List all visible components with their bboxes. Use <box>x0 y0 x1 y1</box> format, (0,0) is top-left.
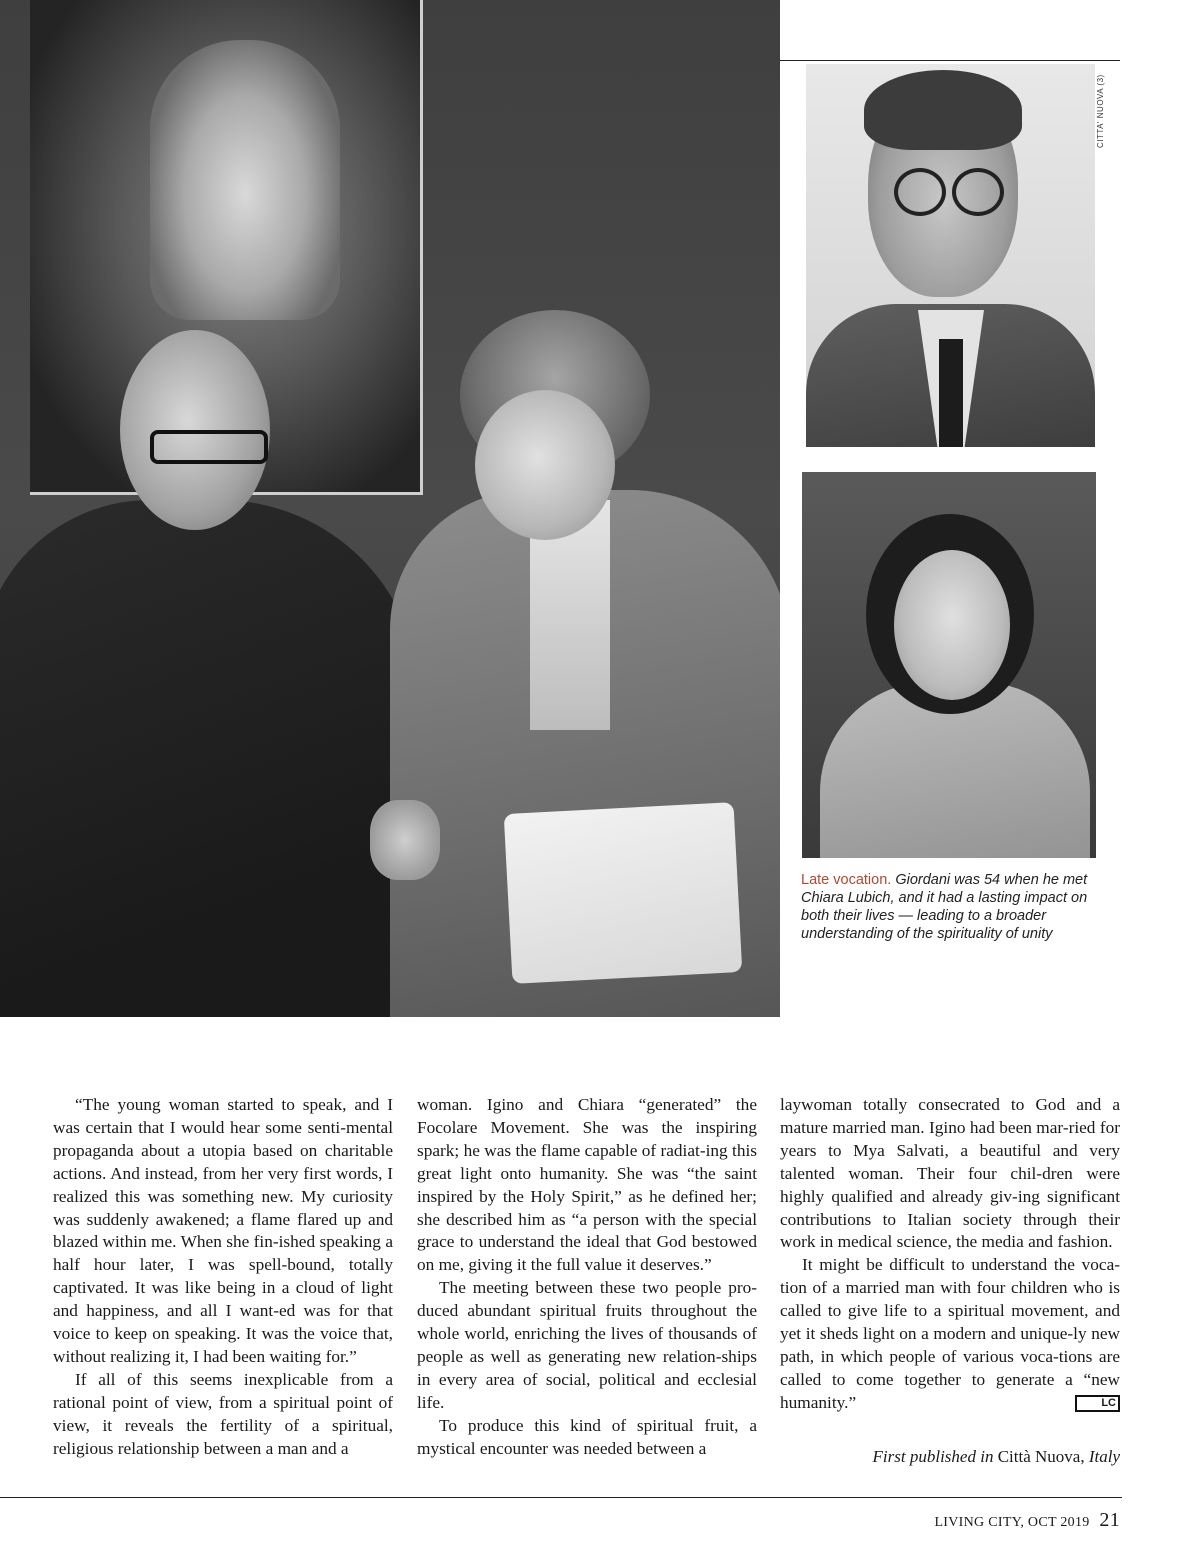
main-photo <box>0 0 780 1017</box>
article-column-2 <box>417 1094 757 1461</box>
igino-giordani-figure <box>0 330 430 1017</box>
paragraph: woman. Igino and Chiara “generated” the Focolare Movement. She was the inspiring spark; he was the flame capable of radiat-ing this great light onto humanity. She was “the saint inspired by the Holy Spirit,” as he defined her; she described him as “a person with the special grace to understand the ideal that God bestowed on me, giving it the full value it deserves.” <box>417 1095 757 1275</box>
paragraph <box>780 1254 1120 1414</box>
article-column-3 <box>780 1094 1120 1415</box>
footer-rule <box>0 1497 1122 1498</box>
photo-credit: CITTA' NUOVA (3) <box>1096 74 1105 148</box>
paragraph: The meeting between these two people pro-duced abundant spiritual fruits throughout the whole world, enriching the lives of thousands of people as well as generating new relation-ships in every area of social, political and ecclesial life. <box>417 1278 757 1412</box>
published-prefix: First published in <box>872 1447 994 1466</box>
page-footer <box>934 1509 1120 1532</box>
paragraph: To produce this kind of spiritual fruit, a mystical encounter was needed between a <box>417 1415 757 1458</box>
article-column-1 <box>53 1094 393 1461</box>
published-source: Città Nuova, <box>997 1447 1085 1466</box>
caption-text: Giordani was 54 when he met Chiara Lubich, and it had a lasting impact on both their lives — leading to a broader understanding of the spirituality of unity <box>801 872 1088 942</box>
handshake <box>370 800 440 880</box>
page-number: 21 <box>1099 1509 1120 1531</box>
folder <box>504 802 743 984</box>
portrait-giordani <box>806 64 1095 447</box>
end-mark-logo: LC <box>1075 1395 1120 1412</box>
published-suffix: Italy <box>1088 1447 1120 1466</box>
paragraph-text: It might be difficult to understand the voca-tion of a married man with four children who is called to give life to a spiritual movement, and yet it sheds light on a modern and unique-ly new path, in which people of various voca-tions are called to come together to generate a “new humanity.” <box>780 1255 1120 1412</box>
caption-lead: Late vocation. <box>801 872 892 888</box>
paragraph: If all of this seems inexplicable from a rational point of view, from a spiritual point of view, it reveals the fertility of a spiritual, religious relationship between a man and a <box>53 1369 393 1458</box>
paragraph: laywoman totally consecrated to God and a mature married man. Igino had been mar-ried for years to Mya Salvati, a beautiful and very talented woman. Their four chil-dren were highly qualified and already giv-ing significant contributions to Italian society through their work in medical science, the media and fashion. <box>780 1095 1120 1252</box>
top-rule <box>780 60 1120 61</box>
magazine-issue: LIVING CITY, OCT 2019 <box>934 1515 1090 1530</box>
paragraph: “The young woman started to speak, and I was certain that I would hear some senti-mental propaganda about a utopia based on charitable actions. And instead, from her very first words, I realized this was something new. My curiosity was suddenly awakened; a flame flared up and blazed within me. When she fin-ished speaking a half hour later, I was spell-bound, totally captivated. It was like being in a cloud of light and happiness, and all I want-ed was for that voice to keep on speaking. It was the voice that, without realizing it, I had been waiting for.” <box>53 1095 393 1366</box>
publication-note <box>780 1447 1120 1467</box>
portrait-lubich <box>802 472 1096 858</box>
photo-caption <box>801 871 1091 943</box>
